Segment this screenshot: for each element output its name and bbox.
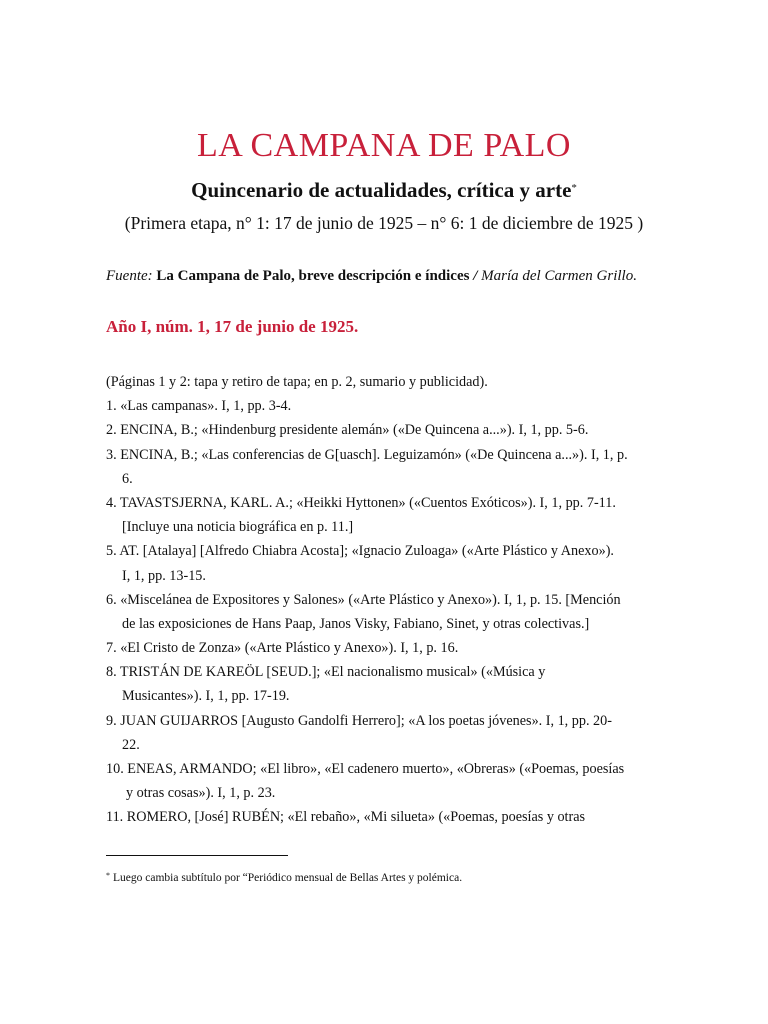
source-work-title: La Campana de Palo, breve descripción e índices: [156, 268, 470, 284]
footnote-marker: *: [106, 871, 110, 880]
source-line: [106, 265, 746, 287]
index-intro: (Páginas 1 y 2: tapa y retiro de tapa; en p. 2, sumario y publicidad).: [106, 374, 488, 390]
index-entry-3: 3. ENCINA, B.; «Las conferencias de G[uasch]. Leguizamón» («De Quincena a...»). I, 1, p.: [106, 446, 628, 463]
source-label: Fuente:: [106, 268, 153, 284]
index-entry-5-continued: I, 1, pp. 13-15.: [122, 567, 206, 584]
index-entry-5: 5. AT. [Atalaya] [Alfredo Chiabra Acosta]; «Ignacio Zuloaga» («Arte Plástico y Anexo»).: [106, 543, 614, 560]
index-entry-2: 2. ENCINA, B.; «Hindenburg presidente alemán» («De Quincena a...»). I, 1, pp. 5-6.: [106, 422, 589, 439]
page-title: LA CAMPANA DE PALO: [197, 127, 571, 164]
footnote-text: Luego cambia subtítulo por “Periódico mensual de Bellas Artes y polémica.: [113, 872, 463, 884]
index-entry-6-continued: de las exposiciones de Hans Paap, Janos Visky, Fabiano, Sinet, y otras colectivas.]: [122, 615, 590, 632]
index-entry-9: 9. JUAN GUIJARROS [Augusto Gandolfi Herrero]; «A los poetas jóvenes». I, 1, pp. 20-: [106, 712, 612, 729]
index-entry-9-continued: 22.: [122, 736, 140, 753]
index-entry-7: 7. «El Cristo de Zonza» («Arte Plástico y Anexo»). I, 1, p. 16.: [106, 640, 459, 657]
index-entry-8-continued: Musicantes»). I, 1, pp. 17-19.: [122, 688, 290, 705]
source-author: María del Carmen Grillo.: [481, 268, 637, 284]
source-separator: /: [473, 268, 478, 284]
footnote-divider: [106, 855, 288, 856]
issue-heading: Año I, núm. 1, 17 de junio de 1925.: [106, 317, 359, 336]
index-entry-3-continued: 6.: [122, 470, 133, 487]
index-entry-4-continued: [Incluye una noticia biográfica en p. 11.]: [122, 519, 354, 536]
index-entry-11: 11. ROMERO, [José] RUBÉN; «El rebaño», «Mi silueta» («Poemas, poesías y otras: [106, 809, 586, 826]
subtitle-text: Quincenario de actualidades, crítica y arte: [191, 178, 572, 202]
footnote: [106, 870, 462, 886]
footnote-reference-marker: *: [571, 182, 577, 194]
index-entry-10-continued: y otras cosas»). I, 1, p. 23.: [126, 785, 276, 802]
index-entry-1: 1. «Las campanas». I, 1, pp. 3-4.: [106, 398, 292, 415]
index-entry-4: 4. TAVASTSJERNA, KARL. A.; «Heikki Hyttonen» («Cuentos Exóticos»). I, 1, pp. 7-11.: [106, 494, 616, 511]
publication-period: (Primera etapa, n° 1: 17 de junio de 1925 – n° 6: 1 de diciembre de 1925 ): [124, 213, 644, 233]
index-entries: [106, 370, 666, 830]
index-entry-6: 6. «Miscelánea de Expositores y Salones» («Arte Plástico y Anexo»). I, 1, p. 15. [Mención: [106, 591, 621, 608]
index-entry-10: 10. ENEAS, ARMANDO; «El libro», «El cadenero muerto», «Obreras» («Poemas, poesías: [106, 761, 625, 777]
index-entry-8: 8. TRISTÁN DE KAREÖL [SEUD.]; «El nacionalismo musical» («Música y: [106, 664, 546, 681]
page-subtitle: [0, 177, 768, 203]
